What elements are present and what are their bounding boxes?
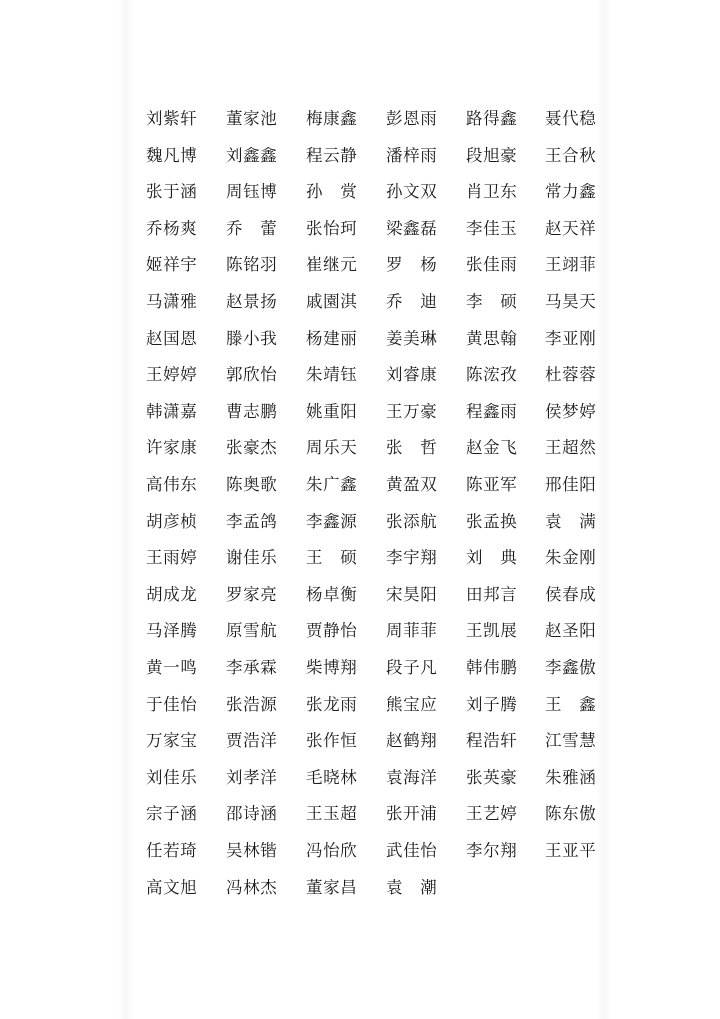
name-row [146,869,616,906]
student-name: 朱靖钰 [306,365,358,385]
student-name: 王凯展 [466,621,518,641]
student-name: 段子凡 [386,657,438,677]
student-name: 万家宝 [146,731,198,751]
student-name: 毛晓林 [306,767,358,787]
student-name: 王合秋 [545,145,597,165]
name-list [146,101,616,906]
student-name: 朱金刚 [545,548,597,568]
student-name: 张添航 [386,511,438,531]
student-name: 梁鑫磊 [386,218,438,238]
student-name: 刘佳乐 [146,767,198,787]
student-name: 陈铭羽 [226,255,278,275]
student-name: 袁海洋 [386,767,438,787]
student-name: 赵天祥 [545,218,597,238]
student-name: 冯林杰 [226,877,278,897]
student-name: 杜蓉蓉 [545,365,597,385]
student-name: 胡成龙 [146,584,198,604]
name-row [146,430,616,467]
student-name: 原雪航 [226,621,278,641]
student-name: 王婷婷 [146,365,198,385]
name-row [146,357,616,394]
student-name: 马昊天 [545,292,597,312]
student-name: 刘 典 [466,548,518,568]
student-name: 郭欣怡 [226,365,278,385]
student-name: 周钰博 [226,182,278,202]
student-name: 王 鑫 [545,694,597,714]
student-name: 罗 杨 [386,255,438,275]
student-name: 朱雅涵 [545,767,597,787]
student-name: 乔杨爽 [146,218,198,238]
name-row [146,284,616,321]
student-name: 柴博翔 [306,657,358,677]
name-row [146,796,616,833]
student-name: 张佳雨 [466,255,518,275]
student-name: 肖卫东 [466,182,518,202]
student-name: 胡彦桢 [146,511,198,531]
student-name: 陈亚军 [466,474,518,494]
student-name: 熊宝应 [386,694,438,714]
student-name: 陈奥歌 [226,474,278,494]
student-name: 高伟东 [146,474,198,494]
student-name: 程鑫雨 [466,401,518,421]
student-name: 王艺婷 [466,804,518,824]
student-name: 于佳怡 [146,694,198,714]
student-name: 韩潇嘉 [146,401,198,421]
student-name: 张浩源 [226,694,278,714]
student-name: 袁 潮 [386,877,438,897]
student-name: 王玉超 [306,804,358,824]
student-name: 韩伟鹏 [466,657,518,677]
student-name: 滕小我 [226,328,278,348]
student-name: 刘子腾 [466,694,518,714]
student-name: 董家昌 [306,877,358,897]
name-row [146,833,616,870]
name-row [146,577,616,614]
student-name: 陈浤孜 [466,365,518,385]
student-name: 周乐天 [306,438,358,458]
student-name: 赵国恩 [146,328,198,348]
name-row [146,504,616,541]
student-name: 马泽腾 [146,621,198,641]
student-name: 吴林锴 [226,840,278,860]
student-name: 朱广鑫 [306,474,358,494]
student-name: 李宇翔 [386,548,438,568]
student-name: 赵金飞 [466,438,518,458]
scan-shadow-left [118,0,134,1019]
student-name: 戚園淇 [306,292,358,312]
student-name: 宋昊阳 [386,584,438,604]
name-row [146,247,616,284]
student-name: 周菲菲 [386,621,438,641]
student-name: 孙 赏 [306,182,358,202]
student-name: 赵景扬 [226,292,278,312]
student-name: 王万豪 [386,401,438,421]
student-name: 段旭豪 [466,145,518,165]
student-name: 张作恒 [306,731,358,751]
student-name: 罗家亮 [226,584,278,604]
student-name: 梅康鑫 [306,109,358,129]
name-row [146,101,616,138]
student-name: 常力鑫 [545,182,597,202]
student-name: 许家康 [146,438,198,458]
student-name: 李亚刚 [545,328,597,348]
student-name: 李尔翔 [466,840,518,860]
student-name: 曹志鹏 [226,401,278,421]
student-name: 王超然 [545,438,597,458]
student-name: 李佳玉 [466,218,518,238]
name-row [146,760,616,797]
student-name: 马潇雅 [146,292,198,312]
student-name: 赵圣阳 [545,621,597,641]
student-name: 赵鹤翔 [386,731,438,751]
student-name: 张英豪 [466,767,518,787]
name-row [146,540,616,577]
student-name: 李 硕 [466,292,518,312]
student-name: 张于涵 [146,182,198,202]
student-name: 刘孝洋 [226,767,278,787]
student-name: 张孟换 [466,511,518,531]
name-row [146,650,616,687]
name-row [146,394,616,431]
student-name: 杨卓衡 [306,584,358,604]
student-name: 刘鑫鑫 [226,145,278,165]
student-name: 董家池 [226,109,278,129]
student-name: 程浩轩 [466,731,518,751]
student-name: 冯怡欣 [306,840,358,860]
name-row [146,211,616,248]
student-name: 姜美琳 [386,328,438,348]
student-name: 张龙雨 [306,694,358,714]
student-name: 李孟鸽 [226,511,278,531]
student-name: 聂代稳 [545,109,597,129]
student-name: 王翊菲 [545,255,597,275]
student-name: 杨建丽 [306,328,358,348]
student-name: 刘睿康 [386,365,438,385]
student-name: 王亚平 [545,840,597,860]
student-name: 王雨婷 [146,548,198,568]
student-name: 张开浦 [386,804,438,824]
student-name: 邵诗涵 [226,804,278,824]
student-name: 程云静 [306,145,358,165]
student-name: 李鑫源 [306,511,358,531]
student-name: 任若琦 [146,840,198,860]
student-name: 孙文双 [386,182,438,202]
student-name: 袁 满 [545,511,597,531]
student-name: 张 哲 [386,438,438,458]
student-name: 张怡珂 [306,218,358,238]
name-row [146,174,616,211]
student-name: 王 硕 [306,548,358,568]
student-name: 黄盈双 [386,474,438,494]
student-name: 侯春成 [545,584,597,604]
student-name: 黄一鸣 [146,657,198,677]
student-name: 谢佳乐 [226,548,278,568]
name-row [146,138,616,175]
student-name: 刘紫轩 [146,109,198,129]
student-name: 路得鑫 [466,109,518,129]
student-name: 江雪慧 [545,731,597,751]
name-row [146,687,616,724]
student-name: 贾浩洋 [226,731,278,751]
student-name: 潘梓雨 [386,145,438,165]
student-name: 魏凡博 [146,145,198,165]
student-name: 武佳怡 [386,840,438,860]
name-row [146,613,616,650]
student-name: 高文旭 [146,877,198,897]
student-name: 姬祥宇 [146,255,198,275]
student-name: 贾静怡 [306,621,358,641]
student-name: 张豪杰 [226,438,278,458]
name-row [146,467,616,504]
student-name: 乔 蕾 [226,218,278,238]
name-row [146,321,616,358]
student-name: 姚重阳 [306,401,358,421]
student-name: 李鑫傲 [545,657,597,677]
student-name: 彭恩雨 [386,109,438,129]
student-name: 宗子涵 [146,804,198,824]
student-name: 崔继元 [306,255,358,275]
student-name: 邢佳阳 [545,474,597,494]
student-name: 陈东傲 [545,804,597,824]
name-row [146,723,616,760]
student-name: 黄思翰 [466,328,518,348]
student-name: 田邦言 [466,584,518,604]
student-name: 侯梦婷 [545,401,597,421]
student-name: 乔 迪 [386,292,438,312]
student-name: 李承霖 [226,657,278,677]
